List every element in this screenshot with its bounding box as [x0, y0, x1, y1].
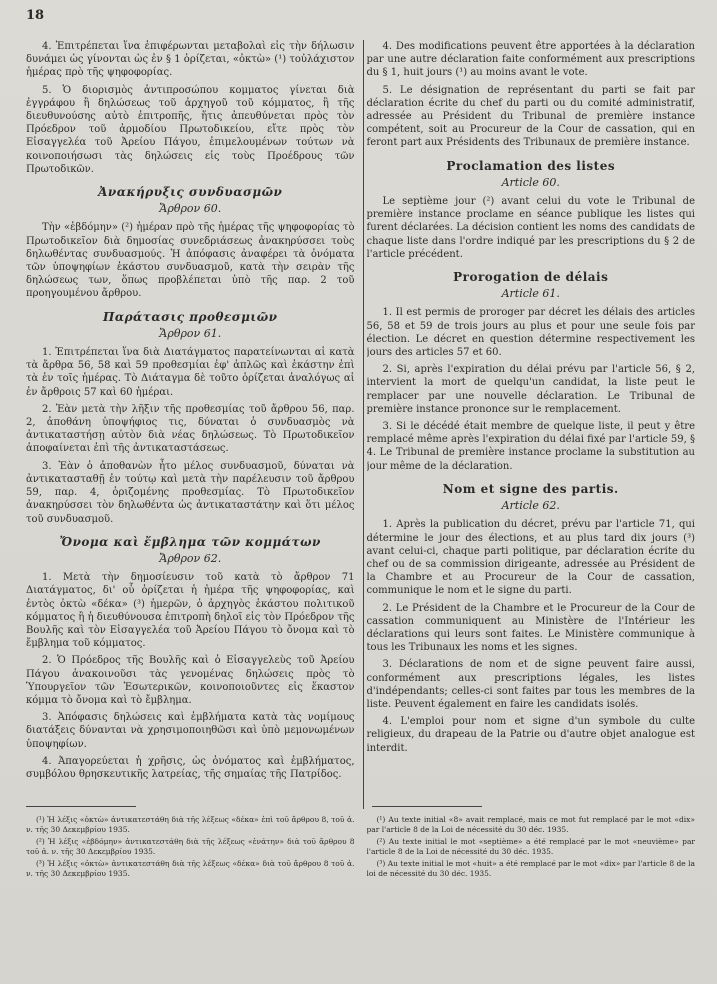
french-s2-p1: 1. Il est permis de proroger par décret les délais des articles 56, 58 et 59 de trois jours au plus et pour une seule fois par élection. Le décret en question détermine respectivement les jours des articles 57 et 60.	[366, 307, 695, 359]
french-s3-p3: 3. Déclarations de nom et de signe peuvent faire aussi, conformément aux prescriptions légales, les listes d'indépendants; celles-ci sont faites par tous les membres de la liste. Peuvent également en faire les candidats isolés.	[366, 659, 695, 710]
greek-footnote-1: (¹) Ἡ λέξις «ὀκτὼ» ἀντικατεστάθη διὰ τῆς λέξεως «δέκα» ἐπὶ τοῦ ἄρθρου 8, τοῦ ἀ. ν. τῆς 30 Δεκεμβρίου 1935.	[26, 815, 355, 834]
greek-s1-p1: Τὴν «ἑβδόμην» (²) ἡμέραν πρὸ τῆς ἡμέρας τῆς ψηφοφορίας τὸ Πρωτοδικεῖον διὰ δημοσίας συνεδριάσεως ἀνακηρύσσει τοὺς δηλωθέντας συνδυασμούς. Ἡ ἀπόφασις ἀναφέρει τὰ ὀνόματα τῶν ὑποψηφίων ἑκάστου συνδυασμοῦ, κατὰ τὴν σειρὰν τῆς δηλώσεως των, ὅπως προβλέπεται ὑπὸ τῆς παρ. 2 τοῦ προηγουμένου ἄρθρου.	[26, 222, 355, 300]
greek-s2-p1: 1. Ἐπιτρέπεται ἵνα διὰ Διατάγματος παρατείνωνται αἱ κατὰ τὰ ἄρθρα 56, 58 καὶ 59 προθεσμίαι ἐφ' ἁπλῶς καὶ ἑκάστην ἐπὶ τὰ ἐν τοῖς ἡμέρας. Τὸ Διάταγμα δὲ τοῦτο ὁρίζεται ἀναλόγως αἱ ἐν ἄρθροις 57 καὶ 60 ἡμέραι.	[26, 347, 355, 398]
greek-article-62: Ἄρθρον 62.	[159, 551, 222, 565]
greek-section-3-title: Ὄνομα καὶ ἔμβλημα τῶν κομμάτων	[59, 534, 321, 549]
columns	[26, 40, 695, 809]
greek-footnote-rule	[26, 806, 136, 807]
greek-s2-p2: 2. Ἐὰν μετὰ τὴν λῆξιν τῆς προθεσμίας τοῦ ἄρθρου 56, παρ. 2, ἀποθάνη ὑποψήφιος τις, δύναται ὁ συνδυασμὸς νὰ ἀντικαταστήσῃ αὐτὸν διὰ νέας δηλώσεως. Τὸ Πρωτοδικεῖον ἀποφαίνεται ἐπὶ τῆς ἀντικαταστάσεως.	[26, 403, 355, 455]
french-s3-p1: 1. Après la publication du décret, prévu par l'article 71, qui détermine le jour des élections, et au plus tard dix jours (³) avant celui-ci, chaque parti politique, par déclaration écrite du chef ou de sa commission dirigeante, adressée au Président de la Chambre et au Procureur de la Cour de cassation, communique le nom et le signe du parti.	[366, 519, 695, 597]
french-section-2-title: Prorogation de délais	[453, 270, 609, 285]
greek-section-1-title: Ἀνακήρυξις συνδυασμῶν	[98, 185, 283, 200]
greek-footnotes	[26, 815, 355, 976]
french-article-62: Article 62.	[501, 499, 560, 513]
french-s1-p1: Le septième jour (²) avant celui du vote le Tribunal de première instance proclame en séance publique les listes qui furent déclarées. La décision contient les noms des candidats de chaque liste dans l'ordre indiqué par les prescriptions du § 2 de l'article précédent.	[366, 196, 695, 260]
greek-s2-p3: 3. Ἐὰν ὁ ἀποθανὼν ἦτο μέλος συνδυασμοῦ, δύναται νὰ ἀντικατασταθῇ ἐν τούτῳ καὶ μετὰ τὴν παρέλευσιν τοῦ ἄρθρου 59, παρ. 4, ὁριζομένης προθεσμίας. Τὸ Πρωτοδικεῖον ἀνακηρύσσει τὸν δηλωθέντα ὡς ἀντικαταστάτην καὶ ὅτι μέλος τοῦ συνδυασμοῦ.	[26, 460, 355, 525]
french-s3-p4: 4. L'emploi pour nom et signe d'un symbole du culte religieux, du drapeau de la Patrie ou d'autre objet analogue est interdit.	[366, 716, 695, 754]
french-s2-p3: 3. Si le décédé était membre de quelque liste, il peut y être remplacé même après l'expiration du délai fixé par l'article 59, § 4. Le Tribunal de première instance proclame la substitution au jour même de la déclaration.	[366, 421, 695, 472]
french-column	[367, 40, 696, 809]
french-footnote-1: (¹) Au texte initial «8» avait remplacé, mais ce mot fut remplacé par le mot «dix» par l'article 8 de la Loi de nécessité du 30 déc. 1935.	[366, 815, 695, 834]
greek-article-61: Ἄρθρον 61.	[159, 326, 222, 340]
greek-column	[26, 40, 355, 809]
french-article-60: Article 60.	[501, 175, 560, 189]
greek-s3-p1: 1. Μετὰ τὴν δημοσίευσιν τοῦ κατὰ τὸ ἄρθρον 71 Διατάγματος, δι' οὗ ὁρίζεται ἡ ἡμέρα τῆς ψηφοφορίας, καὶ ἐντὸς ὀκτὼ «δέκα» (³) ἡμερῶν, ὁ ἀρχηγὸς ἑκάστου πολιτικοῦ κόμματος ἢ ἡ διευθύνουσα ἐπιτροπὴ δηλοῖ εἰς τὸν Πρόεδρον τῆς Βουλῆς καὶ τὸν Εἰσαγγελέα τοῦ Ἀρείου Πάγου τὸ ὄνομα καὶ τὸ ἔμβλημα τοῦ κόμματος.	[26, 572, 355, 650]
french-intro-2: 5. Le désignation de représentant du parti se fait par déclaration écrite du chef du parti ou du comité administratif, adressée au Président du Tribunal de première instance compétent, soit au Procureur de la Cour de cassation, qui en feront part aux Présidents des Tribunaux de première instance.	[366, 84, 695, 149]
greek-footnote-3: (³) Ἡ λέξις «ὀκτὼ» ἀντικατεστάθη διὰ τῆς λέξεως «δέκα» διὰ τοῦ ἄρθρου 8 τοῦ ἀ. ν. τῆς 30 Δεκεμβρίου 1935.	[26, 859, 355, 878]
french-s3-p2: 2. Le Président de la Chambre et le Procureur de la Cour de cassation communiquent au Ministère de l'Intérieur les déclarations qui leurs sont faites. Le Ministère communique à tous les Tribunaux les noms et les signes.	[366, 602, 695, 654]
french-footnote-3: (³) Au texte initial le mot «huit» a été remplacé par le mot «dix» par l'article 8 de la loi de nécessité du 30 déc. 1935.	[366, 859, 695, 878]
greek-s3-p2: 2. Ὁ Πρόεδρος τῆς Βουλῆς καὶ ὁ Εἰσαγγελεὺς τοῦ Ἀρείου Πάγου ἀνακοινοῦσι τὰς γενομένας δηλώσεις πρὸς τὸ Ὑπουργεῖον τῶν Ἐσωτερικῶν, κοινοποιοῦντες εἰς ἕκαστον κόμμα τὸ ὄνομα καὶ τὸ ἔμβλημα.	[26, 655, 355, 706]
french-intro-1: 4. Des modifications peuvent être apportées à la déclaration par une autre déclaration faite conformément aux prescriptions du § 1, huit jours (¹) au moins avant le vote.	[366, 41, 695, 79]
french-footnote-rule	[372, 806, 482, 807]
greek-intro-1: 4. Ἐπιτρέπεται ἵνα ἐπιφέρωνται μεταβολαὶ εἰς τὴν δήλωσιν δυνάμει ὡς γίνονται ὡς ἐν § 1 ὁρίζεται, «ὀκτὼ» (¹) τοὐλάχιστον ἡμέρας πρὸ τῆς ψηφοφορίας.	[26, 41, 355, 79]
french-footnotes	[367, 815, 696, 976]
greek-intro-2: 5. Ὁ διορισμὸς ἀντιπροσώπου κομματος γίνεται διὰ ἐγγράφου ἢ δηλώσεως τοῦ ἀρχηγοῦ τοῦ κόμματος, ἢ τῆς διευθυνούσης αὐτὸ ἐπιτροπῆς, ἥτις ἀπευθύνεται πρὸς τὸν Πρόεδρον τοῦ ἀρμοδίου Πρωτοδικείου, εἴτε πρὸς τὸν Εἰσαγγελέα τοῦ Ἀρείου Πάγου, ἐπιμελουμένων τούτων νὰ κοινοποιήσωσι τὰς δηλώσεις εἰς τοὺς Προέδρους τῶν Πρωτοδικῶν.	[26, 84, 355, 175]
french-article-61: Article 61.	[501, 287, 560, 301]
page-number: 18	[26, 8, 45, 23]
greek-footnote-2: (²) Ἡ λέξις «ἑβδόμην» ἀντικατεστάθη διὰ τῆς λέξεως «ἐνάτην» διὰ τοῦ ἄρθρου 8 τοῦ ἀ. ν. τῆς 30 Δεκεμβρίου 1935.	[26, 837, 355, 856]
french-section-1-title: Proclamation des listes	[446, 158, 616, 173]
french-s2-p2: 2. Si, après l'expiration du délai prévu par l'article 56, § 2, intervient la mort de quelqu'un candidat, la liste peut le remplacer par une nouvelle déclaration. Le Tribunal de première instance prononce sur le remplacement.	[366, 364, 695, 415]
greek-article-60: Ἄρθρον 60.	[159, 202, 222, 216]
french-footnote-2: (²) Au texte initial le mot «septième» a été remplacé par le mot «neuvième» par l'article 8 de la Loi de nécessité du 30 déc. 1935.	[366, 837, 695, 856]
greek-s3-p4: 4. Ἀπαγορεύεται ἡ χρῆσις, ὡς ὀνόματος καὶ ἐμβλήματος, συμβόλου θρησκευτικῆς λατρείας, τῆς σημαίας τῆς Πατρίδος.	[26, 755, 355, 780]
greek-section-2-title: Παράτασις προθεσμιῶν	[103, 309, 278, 324]
french-section-3-title: Nom et signe des partis.	[442, 481, 619, 496]
greek-s3-p3: 3. Ἀπόφασις δηλώσεις καὶ ἐμβλήματα κατὰ τὰς νομίμους διατάξεις δύνανται νὰ χρησιμοποιηθῶσι καὶ ὑπὸ μεμονωμένων ὑποψηφίων.	[26, 712, 355, 750]
footnotes	[26, 815, 695, 976]
